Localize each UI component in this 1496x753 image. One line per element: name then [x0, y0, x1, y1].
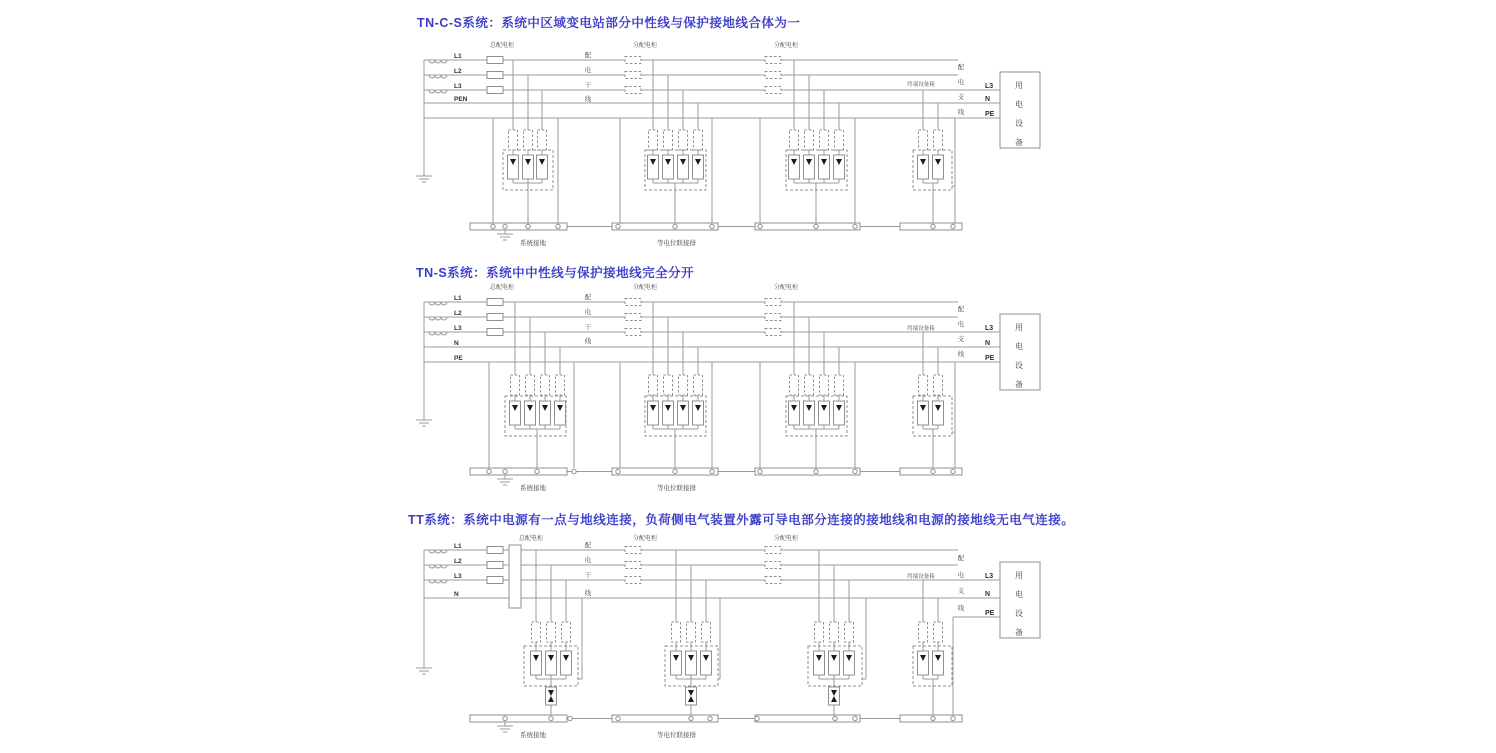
svg-text:用: 用 [1015, 323, 1023, 332]
diagram-title-tn-c-s: TN-C-S系统：系统中区域变电站部分中性线与保护接地线合体为一 [417, 16, 801, 30]
svg-text:N: N [454, 340, 459, 347]
svg-text:L3: L3 [985, 325, 994, 332]
svg-text:PE: PE [985, 610, 995, 617]
svg-text:配: 配 [957, 306, 965, 313]
svg-text:L3: L3 [454, 573, 462, 580]
svg-text:线: 线 [584, 96, 592, 103]
svg-text:分配电柜: 分配电柜 [773, 536, 799, 542]
svg-text:设: 设 [1015, 609, 1023, 618]
svg-text:L3: L3 [454, 83, 462, 90]
svg-text:L1: L1 [454, 295, 462, 302]
svg-text:系统接地: 系统接地 [520, 485, 546, 492]
svg-text:N: N [985, 96, 991, 103]
svg-text:分配电柜: 分配电柜 [632, 536, 658, 542]
svg-text:L3: L3 [985, 83, 994, 90]
svg-text:PE: PE [985, 355, 995, 362]
svg-text:系统接地: 系统接地 [520, 732, 546, 739]
svg-text:用: 用 [1015, 571, 1023, 580]
svg-text:总配电柜: 总配电柜 [518, 536, 544, 542]
svg-text:线: 线 [957, 351, 965, 358]
svg-text:L3: L3 [454, 325, 462, 332]
diagram-tn-c-s [416, 15, 1040, 247]
svg-text:终端设备箱: 终端设备箱 [907, 574, 935, 580]
svg-text:配: 配 [584, 52, 592, 59]
svg-text:备: 备 [1015, 380, 1023, 389]
svg-text:分配电柜: 分配电柜 [632, 285, 658, 291]
svg-text:线: 线 [957, 605, 965, 612]
svg-text:备: 备 [1015, 628, 1023, 637]
svg-text:分配电柜: 分配电柜 [632, 43, 658, 49]
svg-text:干: 干 [584, 572, 592, 579]
svg-text:配: 配 [957, 64, 965, 71]
svg-text:终端设备箱: 终端设备箱 [907, 82, 935, 88]
svg-text:支: 支 [957, 336, 965, 343]
svg-text:L1: L1 [454, 543, 462, 550]
svg-text:N: N [454, 591, 459, 598]
svg-text:线: 线 [957, 109, 965, 116]
diagram-tn-s [416, 265, 1040, 492]
svg-text:配: 配 [957, 555, 965, 562]
svg-text:干: 干 [584, 82, 592, 89]
svg-text:线: 线 [584, 590, 592, 597]
svg-text:电: 电 [957, 79, 965, 86]
svg-text:电: 电 [584, 557, 592, 564]
diagram-title-tn-s: TN-S系统：系统中中性线与保护接地线完全分开 [416, 266, 695, 280]
svg-text:L3: L3 [985, 573, 994, 580]
svg-text:配: 配 [584, 542, 592, 549]
svg-text:终端设备箱: 终端设备箱 [907, 326, 935, 332]
svg-text:支: 支 [957, 588, 965, 595]
svg-text:PEN: PEN [454, 96, 468, 103]
svg-text:设: 设 [1015, 361, 1023, 370]
svg-text:等电位联接排: 等电位联接排 [657, 485, 696, 492]
svg-text:电: 电 [1015, 590, 1023, 599]
svg-text:电: 电 [584, 67, 592, 74]
svg-text:支: 支 [957, 94, 965, 101]
svg-text:电: 电 [957, 321, 965, 328]
svg-text:N: N [985, 340, 991, 347]
svg-text:总配电柜: 总配电柜 [489, 43, 515, 49]
diagram-tt [408, 512, 1074, 739]
svg-text:分配电柜: 分配电柜 [773, 285, 799, 291]
svg-text:分配电柜: 分配电柜 [773, 43, 799, 49]
svg-text:设: 设 [1015, 119, 1023, 128]
svg-text:L2: L2 [454, 310, 462, 317]
svg-text:N: N [985, 591, 991, 598]
svg-text:等电位联接排: 等电位联接排 [657, 240, 696, 247]
svg-text:系统接地: 系统接地 [520, 240, 546, 247]
svg-text:电: 电 [957, 572, 965, 579]
svg-text:电: 电 [584, 309, 592, 316]
svg-text:用: 用 [1015, 81, 1023, 90]
svg-text:备: 备 [1015, 138, 1023, 147]
svg-text:线: 线 [584, 338, 592, 345]
svg-text:配: 配 [584, 294, 592, 301]
svg-text:总配电柜: 总配电柜 [489, 285, 515, 291]
svg-text:L1: L1 [454, 53, 462, 60]
svg-text:L2: L2 [454, 68, 462, 75]
svg-text:L2: L2 [454, 558, 462, 565]
svg-text:干: 干 [584, 324, 592, 331]
svg-text:PE: PE [985, 111, 995, 118]
svg-text:电: 电 [1015, 100, 1023, 109]
svg-text:电: 电 [1015, 342, 1023, 351]
svg-text:PE: PE [454, 355, 463, 362]
svg-text:等电位联接排: 等电位联接排 [657, 732, 696, 739]
diagram-title-tt: TT系统：系统中电源有一点与地线连接，负荷侧电气装置外露可导电部分连接的接地线和电源的接地线无电气连接。 [408, 513, 1075, 527]
